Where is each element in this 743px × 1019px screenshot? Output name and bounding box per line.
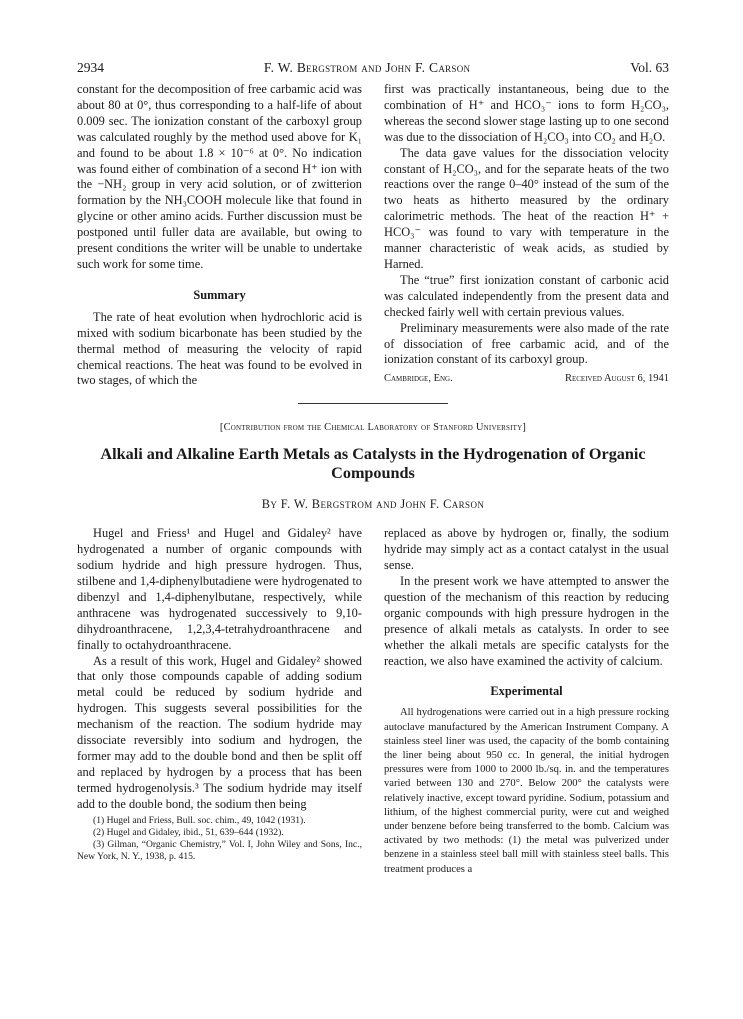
signature-line [384,371,669,387]
right-column-bottom [384,526,669,877]
summary-heading: Summary [193,287,246,302]
paragraph: All hydrogenations were carried out in a high pressure rocking autoclave manufactured by the American Instrument Company. A stainless steel liner was used, the capacity of the bomb containing the liner being about 950 cc. In general, the initial hydrogen pressures were from 1000 to 2000 lb./sq. in. and the temperatures varied between 130 and 270°. Below 200° the catalysts were relatively inactive, except toward pyridine. Sodium, potassium and lithium, of the highest commercial purity, were cut and weighed under benzene before being transferred to the bomb. Calcium was activated by two methods: (1) the metal was pulverized under benzene in a stainless steel ball mill with stainless steel balls. This treatment produces a [384,707,669,875]
paragraph: replaced as above by hydrogen or, finally, the sodium hydride may simply act as a contact catalyst in the usual sense. [384,526,669,573]
running-title: F. W. Bergstrom and John F. Carson [263,60,471,75]
paragraph: In the present work we have attempted to answer the question of the mechanism of this reaction by reducing organic compounds with high pressure hydrogen in the presence of alkali metals as catalysts. In order to see whether the alkali metals are specific catalysts for the reaction, we also have examined the activity of calcium. [384,574,669,668]
journal-page [77,60,669,877]
footnotes [77,815,362,863]
left-column-top [77,82,362,389]
paragraph: The data gave values for the dissociation velocity constant of H₂CO₃, and for the separate heats of the two reactions over the range 0–40° instead of the sum of the two heats as hitherto measured by the ordinary calorimetric methods. The heat of the reaction H⁺ + HCO₃⁻ was found to vary with temperature in the manner characteristic of weak acids, as studied by Harned. [384,145,669,271]
received-date: Received August 6, 1941 [564,373,669,385]
footnote: (2) Hugel and Gidaley, ibid., 51, 639–644 (1932). [93,826,284,838]
paragraph: first was practically instantaneous, being due to the combination of H⁺ and HCO₃⁻ ions to form H₂CO₃, whereas the second slower stage lasting up to one second was due to the dissociation of H₂CO₃ into CO₂ and H₂O. [384,82,669,144]
footnote: (3) Gilman, “Organic Chemistry,” Vol. I, John Wiley and Sons, Inc., New York, N. Y., 1938, p. 415. [77,838,362,862]
left-column-bottom [77,526,362,877]
section-divider [298,403,448,404]
experimental-text [384,706,669,876]
paragraph: Hugel and Friess¹ and Hugel and Gidaley² have hydrogenated a number of organic compounds with sodium hydride and high pressure hydrogen. Thus, stilbene and 1,4-diphenylbutadiene were hydrogenated to dibenzyl and 1,4-diphenylbutane, respectively, while anthracene was hydrogenated successively to 9,10-dihydroanthracene, 1,2,3,4-tetrahydroanthracene and finally to octahydroanthracene. [77,526,362,652]
paragraph: As a result of this work, Hugel and Gidaley² showed that only those compounds capable of adding sodium metal could be reduced by sodium hydride and hydrogen. This suggests several possibilities for the mechanism of the reaction. The sodium hydride may dissociate reversibly into sodium and hydrogen, the former may add to the double bond and then be split off and replaced by hydrogen by a process that has been termed hydrogenolysis.³ The sodium hydride may itself add to the double bond, the sodium then being [77,653,362,811]
signature-place: Cambridge, Eng. [384,373,453,385]
paragraph: The “true” first ionization constant of carbonic acid was calculated independently from the present data and checked fairly well with certain previous values. [384,272,669,319]
paragraph: Preliminary measurements were also made of the rate of dissociation of free carbamic acid, and of the ionization constant of its carboxyl group. [384,320,669,367]
footnote: (1) Hugel and Friess, Bull. soc. chim., 49, 1042 (1931). [93,814,306,826]
experimental-heading: Experimental [490,684,563,699]
byline: By F. W. Bergstrom and John F. Carson [261,497,485,512]
paragraph: The rate of heat evolution when hydrochloric acid is mixed with sodium bicarbonate has been studied by the thermal method of measuring the velocity of rapid chemical reactions. The heat was found to be evolved in two stages, of which the [77,309,362,388]
page-number: 2934 [77,60,104,75]
contribution-note: [Contribution from the Chemical Laboratory of Stanford University] [219,422,527,434]
volume-label: Vol. 63 [630,60,669,75]
paragraph: constant for the decomposition of free carbamic acid was about 80 at 0°, thus corresponding to a half-life of about 0.009 sec. The ionization constant of the carboxyl group was calculated roughly by the method used above for K₁ and found to be about 1.8 × 10⁻⁶ at 0°. No indication was found either of combination of a second H⁺ ion with the −NH₂ group in very acid solution, or of zwitterion formation by the NH₃COOH molecule like that found in glycine or other amino acids. Further discussion must be postponed until fuller data are available, but owing to present conditions the writer will be unable to undertake such work for some time. [77,82,362,271]
bottom-columns [77,526,669,877]
right-column-top [384,82,669,389]
article-title: Alkali and Alkaline Earth Metals as Catalysts in the Hydrogenation of Organic Compounds [100,445,646,483]
top-columns [77,82,669,389]
page-header [77,60,669,82]
